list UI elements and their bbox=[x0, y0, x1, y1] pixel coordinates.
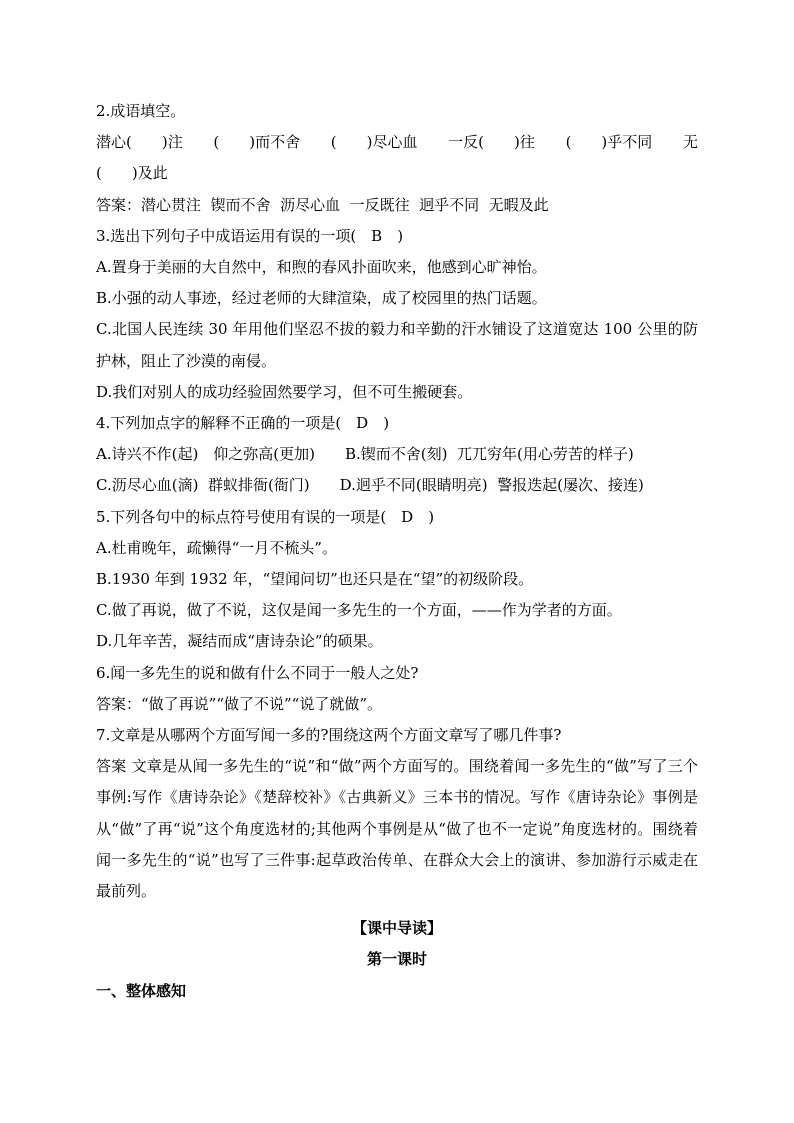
q2-idiom-row bbox=[96, 127, 698, 158]
q6-title: 6.闻一多先生的说和做有什么不同于一般人之处? bbox=[96, 663, 419, 682]
idiom-blank-6-end: ( )及此 bbox=[96, 164, 168, 183]
q7-answer: 答案 文章是从闻一多先生的“说”和“做”两个方面写的。围绕着闻一多先生的“做”写了三个事例:写作《唐诗杂论》《楚辞校补》《古典新义》三本书的情况。写作《唐诗杂论》事例是从“做”了再“说”这个角度选材的;其他两个事例是从“做了也不一定说”角度选材的。围绕着闻一多先生的“说”也写了三件事:起草政治传单、在群众大会上的演讲、参加游行示威走在最前列。 bbox=[96, 757, 698, 901]
q2-title: 2.成语填空。 bbox=[96, 102, 186, 120]
q3-title: 3.选出下列句子中成语运用有误的一项( B ) bbox=[96, 226, 404, 245]
idiom-blank-1: 潜心( )注 bbox=[96, 133, 183, 152]
q4-options-cd: C.沥尽心血(滴) 群蚁排衙(衙门) D.迥乎不同(眼睛明亮) 警报迭起(屡次、接连) bbox=[96, 476, 644, 495]
guide-section-title: 【课中导读】 bbox=[351, 919, 442, 938]
idiom-blank-4: 一反( )往 bbox=[448, 133, 535, 152]
q7-title: 7.文章是从哪两个方面写闻一多的?围绕这两个方面文章写了哪几件事? bbox=[96, 726, 562, 745]
lesson-title: 第一课时 bbox=[366, 950, 427, 969]
q5-option-a: A.杜甫晚年，疏懒得“一月不梳头”。 bbox=[96, 538, 337, 557]
q4-options-ab: A.诗兴不作(起) 仰之弥高(更加) B.锲而不舍(刻) 兀兀穷年(用心劳苦的样子) bbox=[96, 445, 634, 464]
idiom-blank-3: ( )尽心血 bbox=[330, 133, 418, 152]
idiom-blank-2: ( )而不舍 bbox=[213, 133, 301, 152]
part-heading: 一、整体感知 bbox=[96, 981, 187, 1000]
q5-option-d: D.几年辛苦，凝结而成“唐诗杂论”的硕果。 bbox=[96, 632, 383, 651]
q5-option-b: B.1930 年到 1932 年，“望闻问切”也还只是在“望”的初级阶段。 bbox=[96, 570, 534, 589]
q6-answer: 答案：“做了再说”“做了不说”“说了就做”。 bbox=[96, 694, 383, 713]
q5-option-c: C.做了再说，做了不说，这仅是闻一多先生的一个方面，——作为学者的方面。 bbox=[96, 601, 622, 620]
q2-answer: 答案：潜心贯注 锲而不舍 沥尽心血 一反既往 迥乎不同 无暇及此 bbox=[96, 195, 549, 214]
q3-option-c: C.北国人民连续 30 年用他们坚忍不拔的毅力和辛勤的汗水铺设了这道宽达 100 公里的防护林，阻止了沙漠的南侵。 bbox=[96, 320, 698, 370]
document-page bbox=[96, 96, 698, 1007]
q3-option-d: D.我们对别人的成功经验固然要学习，但不可生搬硬套。 bbox=[96, 382, 473, 401]
idiom-blank-5: ( )乎不同 bbox=[565, 133, 653, 152]
q3-option-b: B.小强的动人事迹，经过老师的大肆渲染，成了校园里的热门话题。 bbox=[96, 289, 547, 308]
q4-title: 4.下列加点字的解释不正确的一项是( D ) bbox=[96, 414, 390, 433]
idiom-blank-6-start: 无 bbox=[682, 133, 698, 152]
q5-title: 5.下列各句中的标点符号使用有误的一项是( D ) bbox=[96, 507, 435, 526]
q3-option-a: A.置身于美丽的大自然中，和煦的春风扑面吹来，他感到心旷神怡。 bbox=[96, 258, 547, 277]
